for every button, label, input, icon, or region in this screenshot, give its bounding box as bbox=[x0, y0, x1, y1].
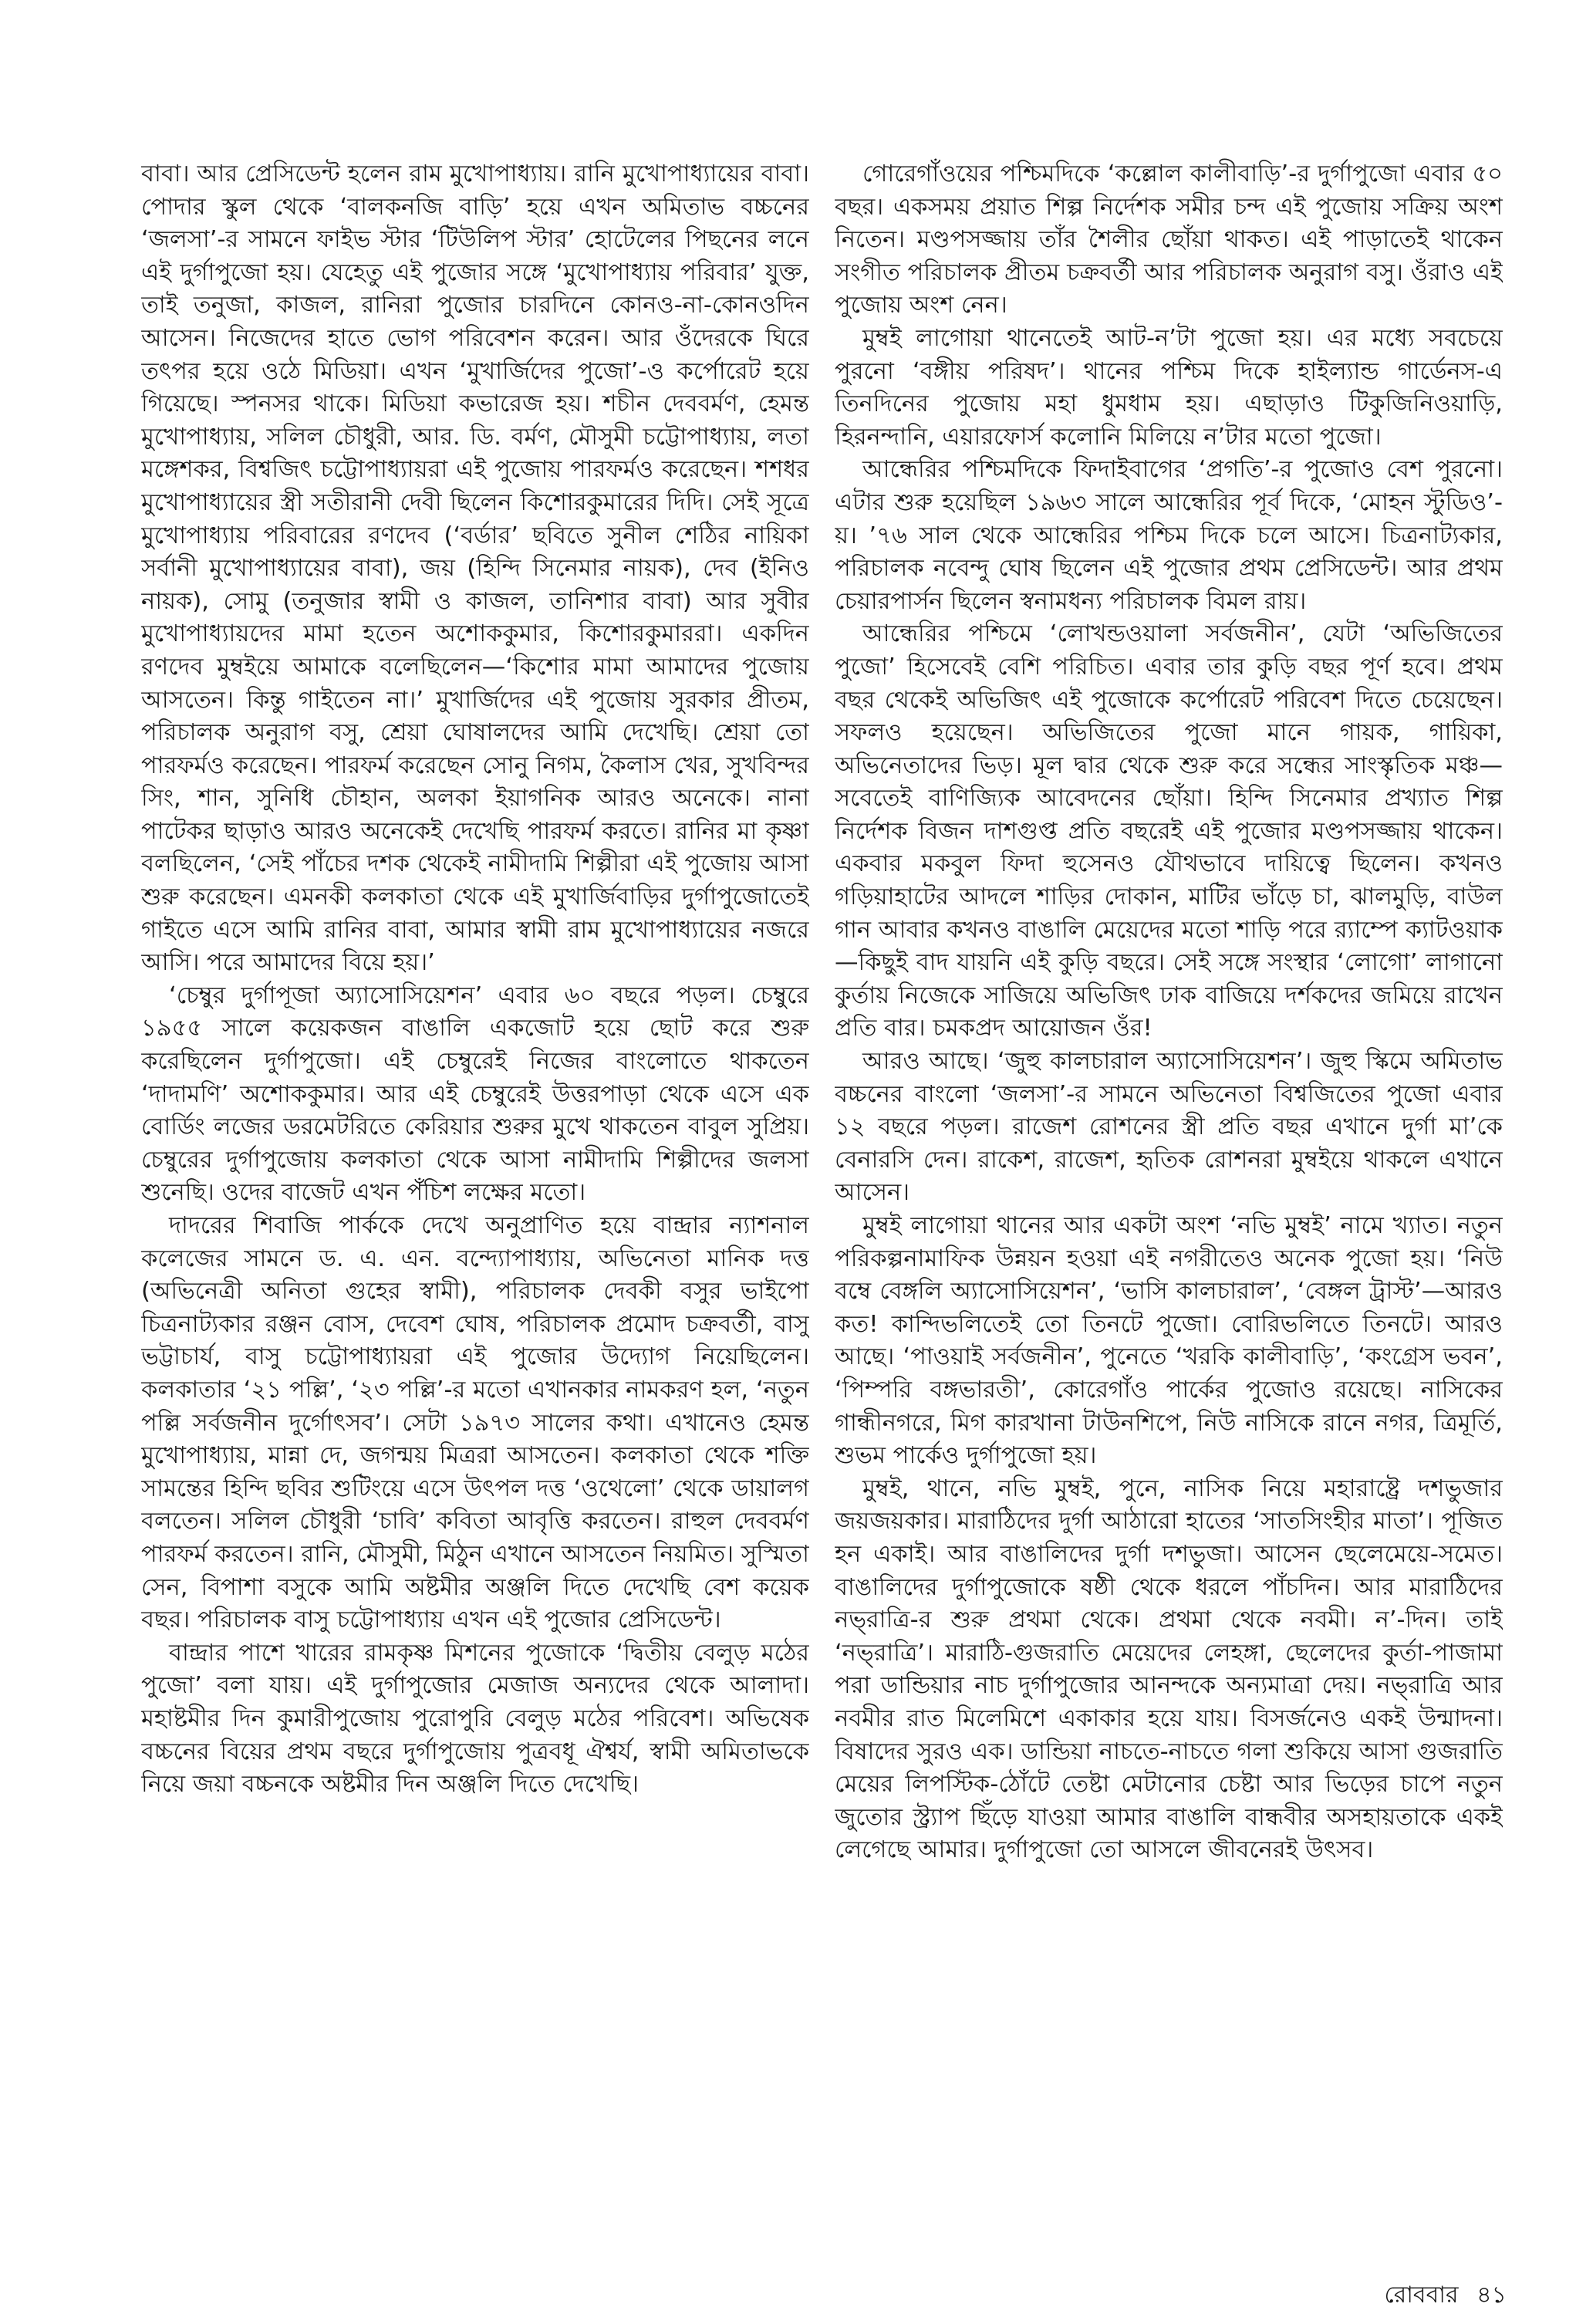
paragraph: মুম্বই লাগোয়া থানের আর একটা অংশ ‘নভি মুম্বই’ নামে খ্যাত। নতুন পরিকল্পনামাফিক উন্নয়ন হওয়া এই নগরীতেও অনেক পুজো হয়। ‘নিউ বম্বে বেঙ্গলি অ্যাসোসিয়েশন’, ‘ভাসি কালচারাল’, ‘বেঙ্গল ট্রাস্ট’—আরও কত! কান্দিভলিতেই তো তিনটে পুজো। বোরিভলিতে তিনটে। আরও আছে। ‘পাওয়াই সর্বজনীন’, পুনেতে ‘খরকি কালীবাড়ি’, ‘কংগ্রেস ভবন’, ‘পিম্পরি বঙ্গভারতী’, কোরেগাঁও পার্কের পুজোও রয়েছে। নাসিকের গান্ধীনগরে, মিগ কারখানা টাউনশিপে, নিউ নাসিকে রানে নগর, ত্রিমূর্তি, শুভম পার্কেও দুর্গাপুজো হয়। bbox=[835, 1212, 1503, 1470]
magazine-name: রোববার bbox=[1384, 2282, 1459, 2309]
paragraph: বান্দ্রার পাশে খারের রামকৃষ্ণ মিশনের পুজোকে ‘দ্বিতীয় বেলুড় মঠের পুজো’ বলা যায়। এই দুর্গাপুজোর মেজাজ অন্যদের থেকে আলাদা। মহাষ্টমীর দিন কুমারীপুজোয় পুরোপুরি বেলুড় মঠের পরিবেশ। অভিষেক বচ্চনের বিয়ের প্রথম বছরে দুর্গাপুজোয় পুত্রবধূ ঐশ্বর্য, স্বামী অমিতাভকে নিয়ে জয়া বচ্চনকে অষ্টমীর দিন অঞ্জলি দিতে দেখেছি। bbox=[141, 1639, 809, 1799]
paragraph: মুম্বই লাগোয়া থানেতেই আট-ন’টা পুজো হয়। এর মধ্যে সবচেয়ে পুরনো ‘বঙ্গীয় পরিষদ’। থানের পশ্চিম দিকে হাইল্যান্ড গার্ডেনস-এ তিনদিনের পুজোয় মহা ধুমধাম হয়। এছাড়াও টিকুজিনিওয়াড়ি, হিরনন্দানি, এয়ারফোর্স কলোনি মিলিয়ে ন’টার মতো পুজো। bbox=[835, 324, 1503, 451]
paragraph: গোরেগাঁওয়ের পশ্চিমদিকে ‘কল্লোল কালীবাড়ি’-র দুর্গাপুজো এবার ৫০ বছর। একসময় প্রয়াত শিল্প নির্দেশক সমীর চন্দ এই পুজোয় সক্রিয় অংশ নিতেন। মণ্ডপসজ্জায় তাঁর শৈলীর ছোঁয়া থাকত। এই পাড়াতেই থাকেন সংগীত পরিচালক প্রীতম চক্রবর্তী আর পরিচালক অনুরাগ বসু। ওঁরাও এই পুজোয় অংশ নেন। bbox=[835, 160, 1503, 319]
paragraph: আরও আছে। ‘জুহু কালচারাল অ্যাসোসিয়েশন’। জুহু স্কিমে অমিতাভ বচ্চনের বাংলো ‘জলসা’-র সামনে অভিনেতা বিশ্বজিতের পুজো এবার ১২ বছরে পড়ল। রাজেশ রোশনের স্ত্রী প্রতি বছর এখানে দুর্গা মা’কে বেনারসি দেন। রাকেশ, রাজেশ, হৃতিক রোশনরা মুম্বইয়ে থাকলে এখানে আসেন। bbox=[835, 1048, 1503, 1207]
paragraph: আন্ধেরির পশ্চিমদিকে ফিদাইবাগের ‘প্রগতি’-র পুজোও বেশ পুরনো। এটার শুরু হয়েছিল ১৯৬৩ সালে আন্ধেরির পূর্ব দিকে, ‘মোহন স্টুডিও’-য়। ’৭৬ সাল থেকে আন্ধেরির পশ্চিম দিকে চলে আসে। চিত্রনাট্যকার, পরিচালক নবেন্দু ঘোষ ছিলেন এই পুজোর প্রথম প্রেসিডেন্ট। আর প্রথম চেয়ারপার্সন ছিলেন স্বনামধন্য পরিচালক বিমল রায়। bbox=[835, 456, 1503, 615]
left-column bbox=[141, 158, 809, 2241]
paragraph: আন্ধেরির পশ্চিমে ‘লোখন্ডওয়ালা সর্বজনীন’, যেটা ‘অভিজিতের পুজো’ হিসেবেই বেশি পরিচিত। এবার তার কুড়ি বছর পূর্ণ হবে। প্রথম বছর থেকেই অভিজিৎ এই পুজোকে কর্পোরেট পরিবেশ দিতে চেয়েছেন। সফলও হয়েছেন। অভিজিতের পুজো মানে গায়ক, গায়িকা, অভিনেতাদের ভিড়। মূল দ্বার থেকে শুরু করে সন্ধের সাংস্কৃতিক মঞ্চ—সবেতেই বাণিজ্যিক আবেদনের ছোঁয়া। হিন্দি সিনেমার প্রখ্যাত শিল্প নির্দেশক বিজন দাশগুপ্ত প্রতি বছরেই এই পুজোর মণ্ডপসজ্জায় থাকেন। একবার মকবুল ফিদা হুসেনও যৌথভাবে দায়িত্বে ছিলেন। কখনও গড়িয়াহাটের আদলে শাড়ির দোকান, মাটির ভাঁড়ে চা, ঝালমুড়ি, বাউল গান আবার কখনও বাঙালি মেয়েদের মতো শাড়ি পরে র‍্যাম্পে ক্যাটওয়াক—কিছুই বাদ যায়নি এই কুড়ি বছরে। সেই সঙ্গে সংস্থার ‘লোগো’ লাগানো কুর্তায় নিজেকে সাজিয়ে অভিজিৎ ঢাক বাজিয়ে দর্শকদের জমিয়ে রাখেন প্রতি বার। চমকপ্রদ আয়োজন ওঁর! bbox=[835, 620, 1503, 1042]
paragraph: ‘চেম্বুর দুর্গাপূজা অ্যাসোসিয়েশন’ এবার ৬০ বছরে পড়ল। চেম্বুরে ১৯৫৫ সালে কয়েকজন বাঙালি একজোট হয়ে ছোট করে শুরু করেছিলেন দুর্গাপুজো। এই চেম্বুরেই নিজের বাংলোতে থাকতেন ‘দাদামণি’ অশোককুমার। আর এই চেম্বুরেই উত্তরপাড়া থেকে এসে এক বোর্ডিং লজের ডরমেটরিতে কেরিয়ার শুরুর মুখে থাকতেন বাবুল সুপ্রিয়। চেম্বুরের দুর্গাপুজোয় কলকাতা থেকে আসা নামীদামি শিল্পীদের জলসা শুনেছি। ওদের বাজেট এখন পঁচিশ লক্ষের মতো। bbox=[141, 981, 809, 1207]
paragraph: মুম্বই, থানে, নভি মুম্বই, পুনে, নাসিক নিয়ে মহারাষ্ট্রে দশভুজার জয়জয়কার। মারাঠিদের দুর্গা আঠারো হাতের ‘সাতসিংহীর মাতা’। পূজিত হন একাই। আর বাঙালিদের দুর্গা দশভুজা। আসেন ছেলেমেয়ে-সমেত। বাঙালিদের দুর্গাপুজোকে ষষ্ঠী থেকে ধরলে পাঁচদিন। আর মারাঠিদের নভ্‌রাত্রি-র শুরু প্রথমা থেকে। প্রথমা থেকে নবমী। ন’-দিন। তাই ‘নভ্‌রাত্রি’। মারাঠি-গুজরাতি মেয়েদের লেহঙ্গা, ছেলেদের কুর্তা-পাজামা পরা ডান্ডিয়ার নাচ দুর্গাপুজোর আনন্দকে অন্যমাত্রা দেয়। নভ্‌রাত্রি আর নবমীর রাত মিলেমিশে একাকার হয়ে যায়। বিসর্জনেও একই উন্মাদনা। বিষাদের সুরও এক। ডান্ডিয়া নাচতে-নাচতে গলা শুকিয়ে আসা গুজরাতি মেয়ের লিপস্টিক-ঠোঁটে তেষ্টা মেটানোর চেষ্টা আর ভিড়ের চাপে নতুন জুতোর স্ট্র্যাপ ছিঁড়ে যাওয়া আমার বাঙালি বান্ধবীর অসহায়তাকে একই লেগেছে আমার। দুর্গাপুজো তো আসলে জীবনেরই উৎসব। bbox=[835, 1474, 1503, 1864]
right-column bbox=[835, 158, 1503, 2241]
page-number: ৪১ bbox=[1476, 2282, 1507, 2309]
paragraph: বাবা। আর প্রেসিডেন্ট হলেন রাম মুখোপাধ্যায়। রানি মুখোপাধ্যায়ের বাবা। পোদার স্কুল থেকে ‘বালকনজি বাড়ি’ হয়ে এখন অমিতাভ বচ্চনের ‘জলসা’-র সামনে ফাইভ স্টার ‘টিউলিপ স্টার’ হোটেলের পিছনের লনে এই দুর্গাপুজো হয়। যেহেতু এই পুজোর সঙ্গে ‘মুখোপাধ্যায় পরিবার’ যুক্ত, তাই তনুজা, কাজল, রানিরা পুজোর চারদিনে কোনও-না-কোনওদিন আসেন। নিজেদের হাতে ভোগ পরিবেশন করেন। আর ওঁদেরকে ঘিরে তৎপর হয়ে ওঠে মিডিয়া। এখন ‘মুখার্জিদের পুজো’-ও কর্পোরেট হয়ে গিয়েছে। স্পনসর থাকে। মিডিয়া কভারেজ হয়। শচীন দেববর্মণ, হেমন্ত মুখোপাধ্যায়, সলিল চৌধুরী, আর. ডি. বর্মণ, মৌসুমী চট্টোপাধ্যায়, লতা মঙ্গেশকর, বিশ্বজিৎ চট্টোপাধ্যায়রা এই পুজোয় পারফর্মও করেছেন। শশধর মুখোপাধ্যায়ের স্ত্রী সতীরানী দেবী ছিলেন কিশোরকুমারের দিদি। সেই সূত্রে মুখোপাধ্যায় পরিবারের রণদেব (‘বর্ডার’ ছবিতে সুনীল শেঠির নায়িকা সর্বানী মুখোপাধ্যায়ের বাবা), জয় (হিন্দি সিনেমার নায়ক), দেব (ইনিও নায়ক), সোমু (তনুজার স্বামী ও কাজল, তানিশার বাবা) আর সুবীর মুখোপাধ্যায়দের মামা হতেন অশোককুমার, কিশোরকুমাররা। একদিন রণদেব মুম্বইয়ে আমাকে বলেছিলেন—‘কিশোর মামা আমাদের পুজোয় আসতেন। কিন্তু গাইতেন না।’ মুখার্জিদের এই পুজোয় সুরকার প্রীতম, পরিচালক অনুরাগ বসু, শ্রেয়া ঘোষালদের আমি দেখেছি। শ্রেয়া তো পারফর্মও করেছেন। পারফর্ম করেছেন সোনু নিগম, কৈলাস খের, সুখবিন্দর সিং, শান, সুনিধি চৌহান, অলকা ইয়াগনিক আরও অনেকে। নানা পাটেকর ছাড়াও আরও অনেকেই দেখেছি পারফর্ম করতে। রানির মা কৃষ্ণা বলছিলেন, ‘সেই পাঁচের দশক থেকেই নামীদামি শিল্পীরা এই পুজোয় আসা শুরু করেছেন। এমনকী কলকাতা থেকে এই মুখার্জিবাড়ির দুর্গাপুজোতেই গাইতে এসে আমি রানির বাবা, আমার স্বামী রাম মুখোপাধ্যায়ের নজরে আসি। পরে আমাদের বিয়ে হয়।’ bbox=[141, 160, 809, 977]
paragraph: দাদরের শিবাজি পার্ককে দেখে অনুপ্রাণিত হয়ে বান্দ্রার ন্যাশনাল কলেজের সামনে ড. এ. এন. বন্দ্যোপাধ্যায়, অভিনেতা মানিক দত্ত (অভিনেত্রী অনিতা গুহের স্বামী), পরিচালক দেবকী বসুর ভাইপো চিত্রনাট্যকার রঞ্জন বোস, দেবেশ ঘোষ, পরিচালক প্রমোদ চক্রবর্তী, বাসু ভট্টাচার্য, বাসু চট্টোপাধ্যায়রা এই পুজোর উদ্যোগ নিয়েছিলেন। কলকাতার ‘২১ পল্লি’, ‘২৩ পল্লি’-র মতো এখানকার নামকরণ হল, ‘নতুন পল্লি সর্বজনীন দুর্গোৎসব’। সেটা ১৯৭৩ সালের কথা। এখানেও হেমন্ত মুখোপাধ্যায়, মান্না দে, জগন্ময় মিত্ররা আসতেন। কলকাতা থেকে শক্তি সামন্তের হিন্দি ছবির শুটিংয়ে এসে উৎপল দত্ত ‘ওথেলো’ থেকে ডায়ালগ বলতেন। সলিল চৌধুরী ‘চাবি’ কবিতা আবৃত্তি করতেন। রাহুল দেববর্মণ পারফর্ম করতেন। রানি, মৌসুমী, মিঠুন এখানে আসতেন নিয়মিত। সুস্মিতা সেন, বিপাশা বসুকে আমি অষ্টমীর অঞ্জলি দিতে দেখেছি বেশ কয়েক বছর। পরিচালক বাসু চট্টোপাধ্যায় এখন এই পুজোর প্রেসিডেন্ট। bbox=[141, 1212, 809, 1634]
page-footer bbox=[1385, 2276, 1507, 2316]
